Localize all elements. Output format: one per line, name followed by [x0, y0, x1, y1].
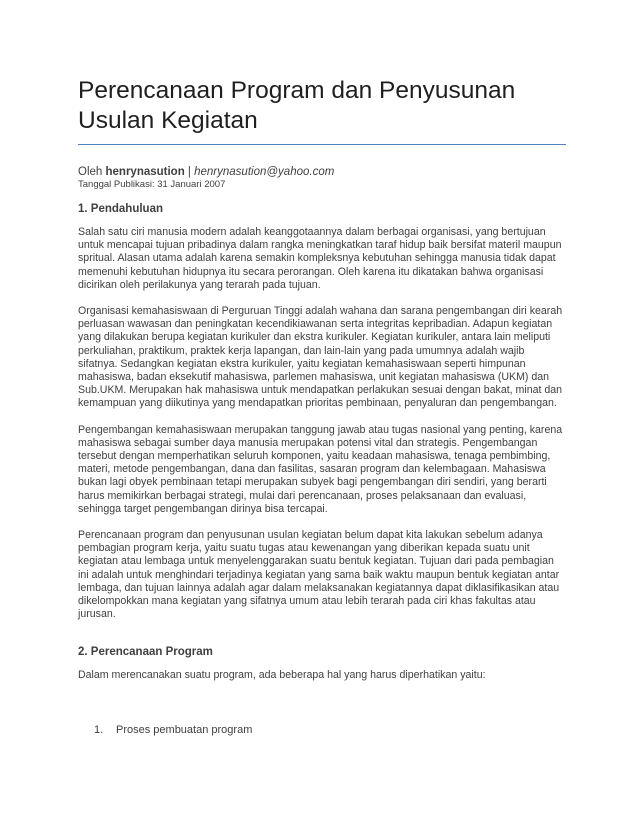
list-item: [78, 723, 566, 737]
list-item-number: 1.: [94, 723, 104, 736]
paragraph: Pengembangan kemahasiswaan merupakan tanggung jawab atau tugas nasional yang penting, karena mahasiswa sebagai sumber daya manusia merupakan potensi vital dan strategis. Pengembangan tersebut dengan memperhatikan seluruh komponen, yaitu keadaan mahasiswa, tenaga pembimbing, materi, metode pengembangan, dana dan fasilitas, sasaran program dan kelembagaan. Mahasiswa bukan lagi obyek pembinaan tetapi merupakan subyek bagi pengembangan diri sendiri, yang berarti harus memikirkan berbagai strategi, mulai dari perencanaan, proses pelaksanaan dan evaluasi, sehingga target pengembangan dirinya bisa tercapai.: [78, 423, 563, 515]
document-page: [78, 76, 566, 737]
numbered-list: [78, 723, 566, 737]
byline: [78, 165, 566, 179]
list-item-text: Proses pembuatan program: [116, 723, 253, 736]
paragraph: Salah satu ciri manusia modern adalah keanggotaannya dalam berbagai organisasi, yang bertujuan untuk mencapai tujuan pribadinya dalam rangka meningkatkan taraf hidup baik bersifat materil maupun spritual. Alasan utama adalah karena semakin kompleksnya kebutuhan sehingga manusia tidak dapat memenuhi kebutuhan hidupnya itu secara perorangan. Oleh karena itu dikatakan bahwa organisasi dicirikan oleh perilakunya yang terarah pada tujuan.: [78, 226, 562, 291]
publication-date: Tanggal Publikasi: 31 Januari 2007: [78, 179, 226, 190]
paragraph: Dalam merencanakan suatu program, ada beberapa hal yang harus diperhatikan yaitu:: [78, 669, 486, 682]
author-email: henrynasution@yahoo.com: [194, 166, 335, 178]
paragraph: Organisasi kemahasiswaan di Perguruan Tinggi adalah wahana dan sarana pengembangan diri kearah perluasan wawasan dan peningkatan kecendikiawanan serta integritas kepribadian. Adapun kegiatan yang dilakukan berupa kegiatan kurikuler dan ekstra kurikuler. Kegiatan kurikuler, antara lain meliputi perkuliahan, praktikum, praktek kerja lapangan, dan lain-lain yang pada umumnya adalah wajib sifatnya. Sedangkan kegiatan ekstra kurikuler, yaitu kegiatan kemahasiswaan seperti himpunan mahasiswa, badan eksekutif mahasiswa, parlemen mahasiswa, unit kegiatan mahasiswa (UKM) dan Sub.UKM. Merupakan hak mahasiswa untuk mendapatkan perlakukan sesuai dengan bakat, minat dan kemampuan yang diikutinya yang mendapatkan prioritas pembinaan, penyaluran dan pengembangan.: [78, 305, 563, 410]
byline-separator: |: [184, 166, 195, 178]
document-title: Perencanaan Program dan Penyusunan Usulan Kegiatan: [78, 76, 566, 145]
section-heading-pendahuluan: 1. Pendahuluan: [78, 203, 163, 215]
byline-prefix: Oleh: [78, 166, 106, 178]
section-heading-perencanaan-program: 2. Perencanaan Program: [78, 646, 213, 659]
paragraph: Perencanaan program dan penyusunan usulan kegiatan belum dapat kita lakukan sebelum adanya pembagian program kerja, yaitu suatu tugas atau kewenangan yang diberikan kepada suatu unit kegiatan atau lembaga untuk menyelenggarakan suatu bentuk kegiatan. Tujuan dari pada pembagian ini adalah untuk menghindari terjadinya kegiatan yang sama baik waktu maupun bentuk kegiatan antar lembaga, dan tujuan lainnya adalah agar dalam melaksanakan kegiatannya dapat diklasifikasikan atau dikelompokkan mana kegiatan yang sifatnya umum atau lebih terarah pada ciri khas fakultas atau jurusan.: [78, 529, 560, 621]
author-name: henrynasution: [105, 166, 185, 178]
